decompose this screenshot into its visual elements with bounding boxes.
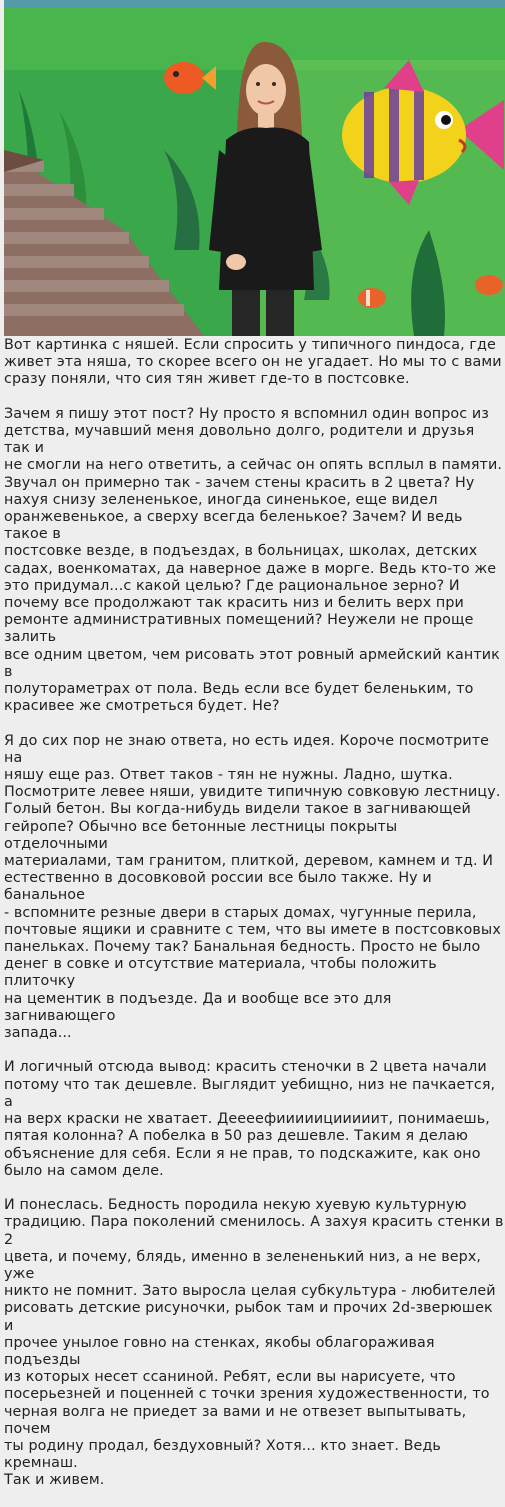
post-body — [4, 337, 504, 1507]
paragraph-conclusion: И логичный отсюда вывод: красить стеночки в 2 цвета начали потому что так дешевле. Выглядит уебищно, низ не пачкается, а на верх краски не хватает. Деееефииииицииииит, понимаешь, пятая колонна? А побелка в 50 раз дешевле. Таким я делаю объяснение для себя. Если я не прав, то подскажите, как оно было на самом деле. — [4, 1059, 496, 1179]
paragraph-question: Зачем я пишу этот пост? Ну просто я вспомнил один вопрос из детства, мучавший меня довольно долго, родители и друзья так и не смогли на него ответить, а сейчас он опять всплыл в памяти. Звучал он примерно так - зачем стены красить в 2 цвета? Ну нахуя снизу зелененькое, иногда синенькое, еще видел оранжевенькое, а сверху всегда беленькое? Зачем? И ведь такое в постсовке везде, в подъездах, в больницах, школах, детских садах, военкоматах, да наверное даже в морге. Ведь кто-то же это придумал...с какой целью? Где рациональное зерно? И почему все продолжают так красить низ и белить верх при ремонте административных помещений? Неужели не проще залить все одним цветом, чем рисовать этот ровный армейский кантик в полутораметрах от пола. Ведь если все будет беленьким, то красивее же смотреться будет. Не? — [4, 405, 502, 715]
post-photo — [4, 0, 505, 336]
face — [246, 64, 286, 116]
paragraph-intro: Вот картинка с няшей. Если спросить у типичного пиндоса, где живет эта няша, то скорее всего он не угадает. Но мы то с вами сразу поняли, что сия тян живет где-то в постсовке. — [4, 337, 502, 388]
paragraph-idea: Я до сих пор не знаю ответа, но есть идея. Короче посмотрите на няшу еще раз. Ответ таков - тян не нужны. Ладно, шутка. Посмотрите левее няши, увидите типичную совковую лестницу. Голый бетон. Вы когда-нибудь видели такое в загнивающей гейропе? Обычно все бетонные лестницы покрыты отделочными материалами, там гранитом, плиткой, деревом, камнем и тд. И естественно в досовковой россии все было также. Ну и банальное - вспомните резные двери в старых домах, чугунные перила, почтовые ящики и сравните с тем, что вы имете в постсовковых панельках. Почему так? Банальная бедность. Просто не было денег в совке и отсутствие материала, чтобы положить плиточку на цементик в подъезде. Да и вообще все это для загнивающего запада... — [4, 732, 501, 1042]
photo-illustration — [4, 0, 505, 336]
paragraph-tradition: И понеслась. Бедность породила некую хуевую культурную традицию. Пара поколений сменилось. А захуя красить стенки в 2 цвета, и почему, блядь, именно в зелененький низ, а не верх, уже никто не помнит. Зато выросла целая субкультура - любителей рисовать детские рисуночки, рыбок там и прочих 2d-зверюшек и прочее унылое говно на стенках, якобы облагораживая подъезды из которых несет ссаниной. Ребят, если вы нарисуете, что посерьезней и поценней с точки зрения художественности, то черная волга не приедет за вами и не отвезет выпытывать, почем ты родину продал, бездуховный? Хотя... кто знает. Ведь кремнаш. Так и живем. — [4, 1197, 504, 1489]
